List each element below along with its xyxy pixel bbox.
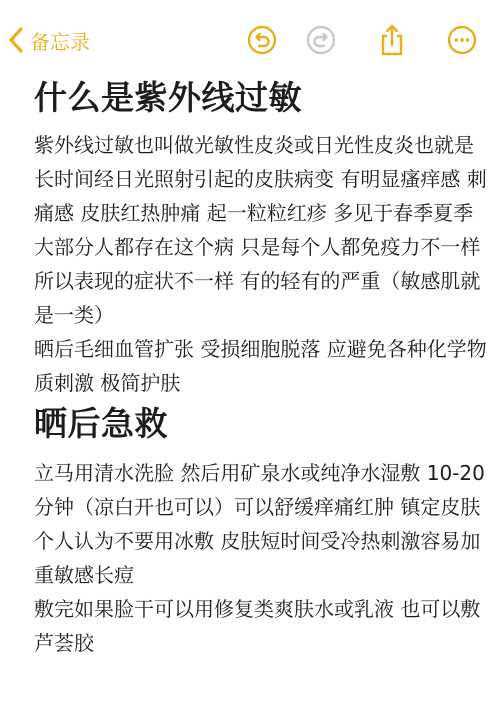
back-label: 备忘录 [30, 29, 90, 54]
undo-icon [246, 24, 278, 56]
redo-icon [305, 24, 337, 56]
note-heading: 晒后急救 [34, 404, 168, 443]
note-paragraph: 晒后毛细血管扩张 受损细胞脱落 应避免各种化学物质刺激 极简护肤 [34, 337, 487, 395]
more-button[interactable] [444, 22, 480, 58]
redo-button[interactable] [303, 22, 339, 58]
note-paragraph: 紫外线过敏也叫做光敏性皮炎或日光性皮炎也就是长时间经日光照射引起的皮肤病变 有明显瘙痒感 刺痛感 皮肤红热肿痛 起一粒粒红疹 多见于春季夏季 [34, 133, 487, 225]
share-button[interactable] [374, 22, 410, 58]
undo-button[interactable] [244, 22, 280, 58]
back-button[interactable] [8, 22, 90, 58]
note-heading: 什么是紫外线过敏 [34, 78, 302, 117]
chevron-left-icon [8, 27, 24, 53]
note-paragraph: 敷完如果脸干可以用修复类爽肤水或乳液 也可以敷芦荟胶 [34, 597, 481, 655]
note-paragraph: 立马用清水洗脸 然后用矿泉水或纯净水湿敷 10-20分钟（凉白开也可以）可以舒缓痒痛红肿 镇定皮肤 [34, 461, 485, 519]
note-paragraph: 个人认为不要用冰敷 皮肤短时间受冷热刺激容易加重敏感长痘 [34, 529, 481, 587]
note-paragraph: 大部分人都存在这个病 只是每个人都免疫力不一样所以表现的症状不一样 有的轻有的严重（敏感肌就是一类） [34, 235, 481, 327]
note-body[interactable] [34, 76, 488, 660]
navigation-bar [0, 0, 500, 80]
more-icon [446, 24, 478, 56]
share-icon [377, 23, 407, 57]
